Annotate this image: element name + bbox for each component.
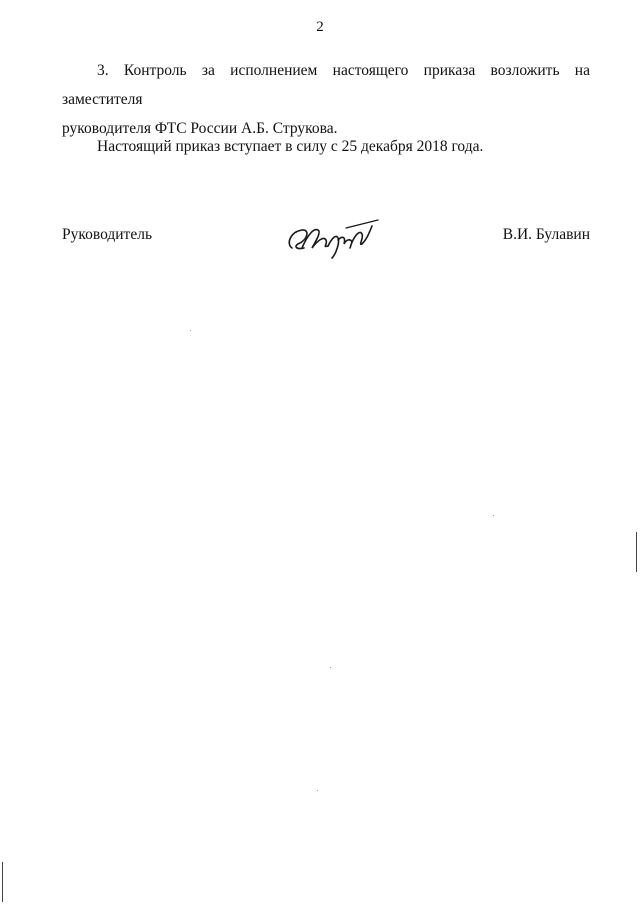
scan-edge-line-right (636, 532, 637, 572)
scan-speck (330, 667, 331, 668)
scan-edge-line-left (2, 862, 3, 902)
signer-title: Руководитель (62, 226, 153, 243)
scan-speck (190, 330, 191, 331)
scan-speck (493, 515, 494, 516)
paragraph-control-line-2: руководителя ФТС России А.Б. Струкова. (62, 120, 338, 137)
signer-name: В.И. Булавин (502, 226, 590, 243)
signature-block (62, 214, 590, 262)
paragraph-control-line-1: 3. Контроль за исполнением настоящего приказа возложить на заместителя (62, 62, 590, 108)
page-number: 2 (316, 19, 324, 35)
paragraph-control (62, 56, 590, 143)
scan-speck (317, 790, 318, 791)
handwritten-signature (284, 214, 384, 260)
paragraph-effective-date: Настоящий приказ вступает в силу с 25 декабря 2018 года. (97, 138, 484, 155)
